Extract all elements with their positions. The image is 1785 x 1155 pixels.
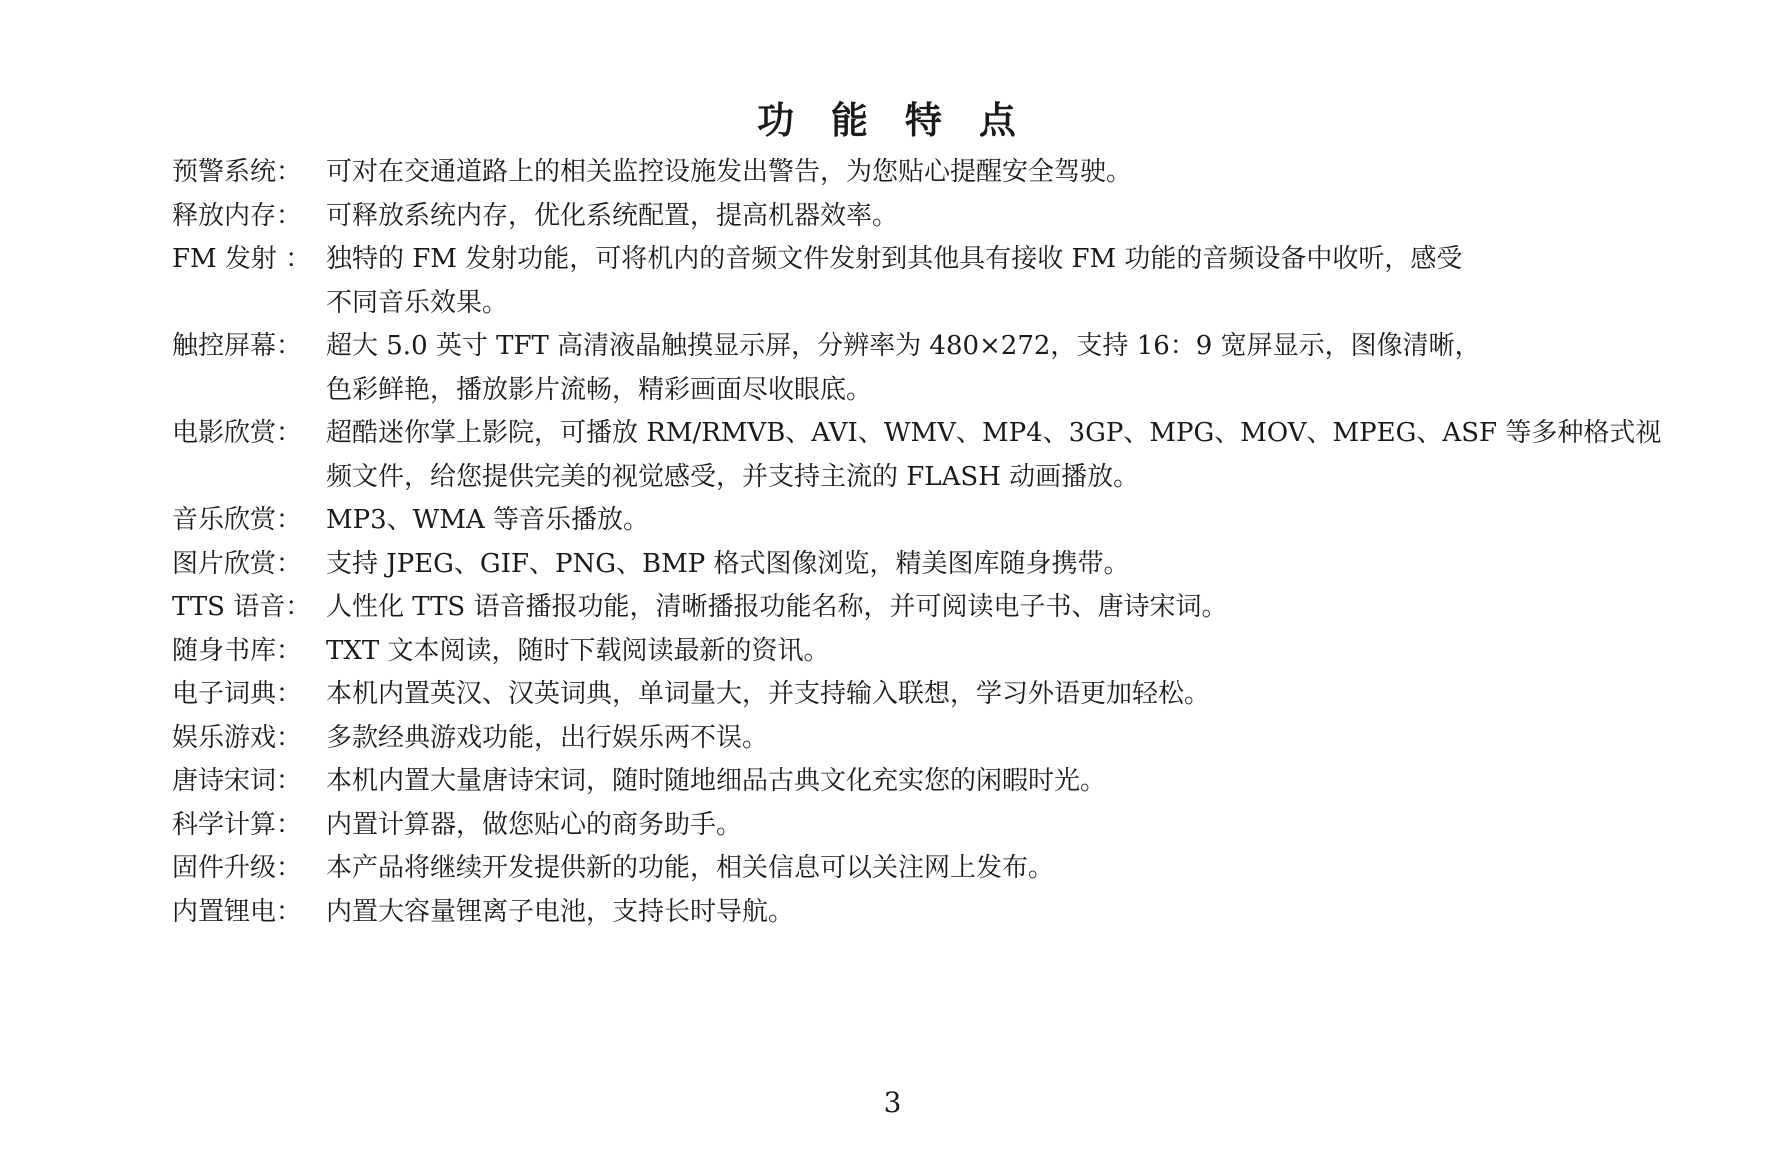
feature-description	[326, 673, 1632, 717]
feature-item-tts-voice	[172, 586, 1632, 630]
feature-label: 娱乐游戏：	[172, 722, 303, 753]
feature-description	[326, 412, 1662, 499]
feature-item-lithium-battery	[172, 891, 1632, 935]
feature-description	[326, 760, 1632, 804]
feature-description	[326, 238, 1632, 325]
feature-line: 超大 5.0 英寸 TFT 高清液晶触摸显示屏，分辨率为 480×272，支持 16：9 宽屏显示，图像清晰，	[326, 331, 1481, 361]
feature-item-pictures	[172, 543, 1632, 587]
feature-item-ebook-library	[172, 630, 1632, 674]
feature-line: 本机内置英汉、汉英词典，单词量大，并支持输入联想，学习外语更加轻松。	[326, 679, 1211, 709]
feature-label: TTS 语音：	[172, 592, 312, 622]
feature-item-movies	[172, 412, 1662, 499]
feature-line: 可对在交通道路上的相关监控设施发出警告，为您贴心提醒安全驾驶。	[326, 157, 1133, 187]
feature-item-warning-system	[172, 151, 1632, 195]
feature-description	[326, 891, 1632, 935]
feature-line: 内置计算器，做您贴心的商务助手。	[326, 809, 743, 840]
feature-line: 频文件，给您提供完美的视觉感受，并支持主流的 FLASH 动画播放。	[326, 461, 1140, 492]
feature-label: 图片欣赏：	[172, 548, 303, 579]
feature-label: 电子词典：	[172, 679, 303, 709]
feature-line: MP3、WMA 等音乐播放。	[326, 505, 650, 535]
feature-item-dictionary	[172, 673, 1632, 717]
feature-line: 多款经典游戏功能，出行娱乐两不误。	[326, 722, 769, 753]
feature-list	[172, 151, 1662, 934]
feature-line: TXT 文本阅读，随时下载阅读最新的资讯。	[326, 635, 830, 666]
feature-line: 独特的 FM 发射功能，可将机内的音频文件发射到其他具有接收 FM 功能的音频设备中收听，感受	[326, 244, 1463, 274]
feature-description	[326, 325, 1632, 412]
feature-item-firmware-upgrade	[172, 847, 1632, 891]
feature-label: 音乐欣赏：	[172, 505, 303, 535]
feature-line: 本机内置大量唐诗宋词，随时随地细品古典文化充实您的闲暇时光。	[326, 766, 1107, 796]
feature-line: 支持 JPEG、GIF、PNG、BMP 格式图像浏览，精美图库随身携带。	[326, 548, 1130, 579]
feature-label: 触控屏幕：	[172, 331, 303, 361]
feature-description	[326, 630, 1632, 674]
feature-label: 固件升级：	[172, 853, 303, 883]
feature-description	[326, 586, 1632, 630]
feature-label: 唐诗宋词：	[172, 766, 303, 796]
feature-label: 电影欣赏：	[172, 418, 303, 448]
feature-label: 内置锂电：	[172, 896, 303, 927]
feature-line: 可释放系统内存，优化系统配置，提高机器效率。	[326, 200, 899, 231]
feature-item-free-memory	[172, 195, 1632, 239]
feature-item-poetry	[172, 760, 1632, 804]
feature-description	[326, 499, 1632, 543]
feature-label: 预警系统：	[172, 157, 303, 187]
feature-item-music	[172, 499, 1632, 543]
feature-item-fm-transmitter	[172, 238, 1632, 325]
feature-description	[326, 804, 1632, 848]
feature-label: 科学计算：	[172, 809, 303, 840]
feature-line: 本产品将继续开发提供新的功能，相关信息可以关注网上发布。	[326, 853, 1055, 883]
feature-line: 色彩鲜艳，播放影片流畅，精彩画面尽收眼底。	[326, 374, 873, 405]
feature-item-games	[172, 717, 1632, 761]
feature-description	[326, 847, 1632, 891]
page-number: 3	[883, 1086, 902, 1119]
feature-line: 人性化 TTS 语音播报功能，清晰播报功能名称，并可阅读电子书、唐诗宋词。	[326, 592, 1228, 622]
feature-description	[326, 543, 1632, 587]
feature-label: FM 发射 ：	[172, 244, 312, 274]
feature-item-touch-screen	[172, 325, 1632, 412]
feature-label: 释放内存：	[172, 200, 303, 231]
feature-description	[326, 717, 1632, 761]
feature-item-calculator	[172, 804, 1632, 848]
page-title: 功 能 特 点	[757, 98, 1028, 142]
feature-label: 随身书库：	[172, 635, 303, 666]
feature-description	[326, 151, 1632, 195]
feature-description	[326, 195, 1632, 239]
feature-line: 内置大容量锂离子电池，支持长时导航。	[326, 896, 795, 927]
feature-line: 不同音乐效果。	[326, 287, 509, 318]
feature-line: 超酷迷你掌上影院，可播放 RM/RMVB、AVI、WMV、MP4、3GP、MPG、MOV、MPEG、ASF 等多种格式视	[326, 418, 1662, 448]
